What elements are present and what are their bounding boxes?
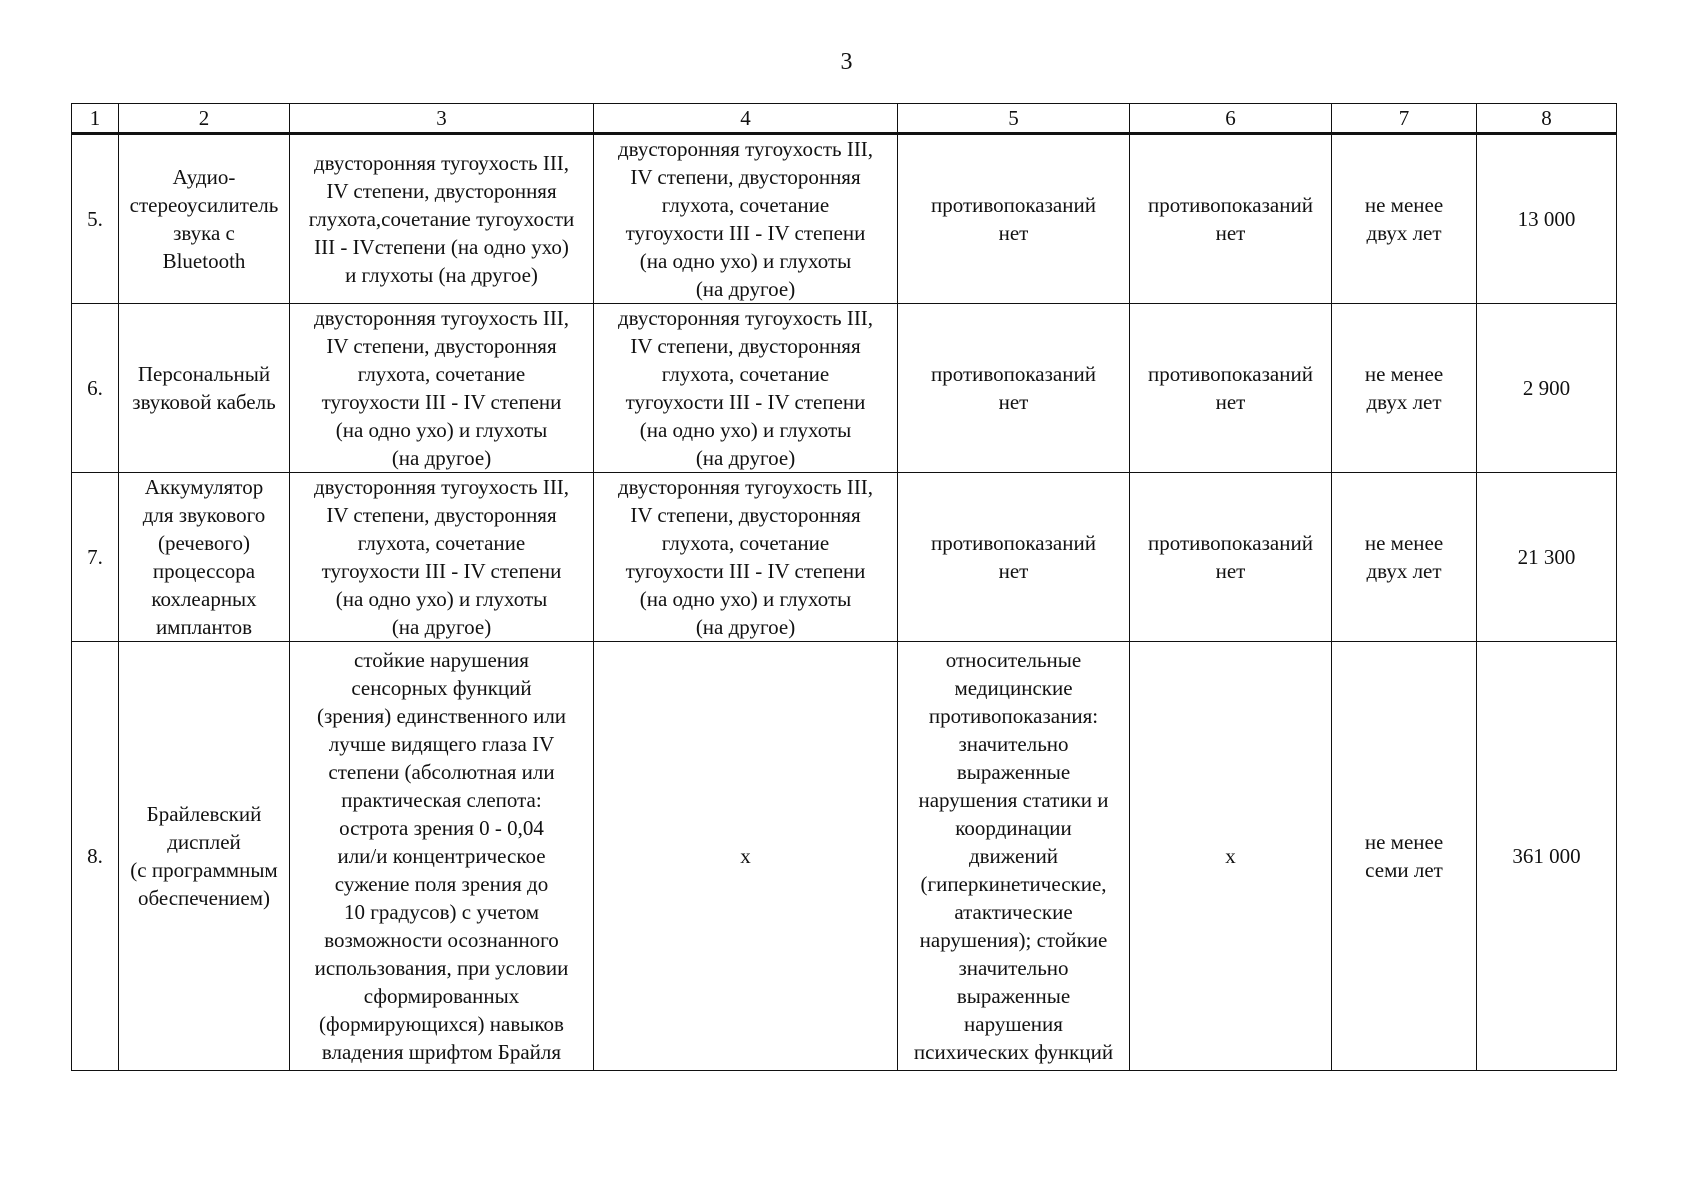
contraindications-cell: противопоказаний нет [1130,473,1332,642]
row-number-cell: 6. [72,304,119,473]
service-life-cell: не менее двух лет [1332,473,1477,642]
row-number-cell: 7. [72,473,119,642]
page-number: 3 [840,49,853,75]
contraindications-cell: противопоказаний нет [898,304,1130,473]
table-header-row [72,104,1617,134]
table-row [72,473,1617,642]
table-row [72,134,1617,304]
contraindications-cell: противопоказаний нет [1130,304,1332,473]
product-name-cell: Аккумулятор для звукового (речевого) процессора кохлеарных имплантов [119,473,290,642]
contraindications-cell: противопоказаний нет [898,473,1130,642]
service-life-cell: не менее двух лет [1332,134,1477,304]
header-cell: 6 [1130,104,1332,134]
price-cell: 21 300 [1477,473,1617,642]
price-cell: 361 000 [1477,642,1617,1071]
product-name-cell: Аудио- стереоусилитель звука с Bluetooth [119,134,290,304]
contraindications-cell: относительные медицинские противопоказания: значительно выраженные нарушения статики и координации движений (гиперкинетические, атактические нарушения); стойкие значительно выраженные нарушения психических функций [898,642,1130,1071]
price-cell: 2 900 [1477,304,1617,473]
indications-cell: двусторонняя тугоухость III, IV степени, двусторонняя глухота, сочетание тугоухости III - IV степени (на одно ухо) и глухоты (на другое) [290,473,594,642]
indications-cell: двусторонняя тугоухость III, IV степени, двусторонняя глухота, сочетание тугоухости III - IV степени (на одно ухо) и глухоты (на другое) [594,304,898,473]
product-name-cell: Брайлевский дисплей (с программным обеспечением) [119,642,290,1071]
row-number-cell: 5. [72,134,119,304]
header-cell: 2 [119,104,290,134]
indications-cell: стойкие нарушения сенсорных функций (зрения) единственного или лучше видящего глаза IV степени (абсолютная или практическая слепота: острота зрения 0 - 0,04 или/и концентрическое сужение поля зрения до 10 градусов) с учетом возможности осознанного использования, при условии сформированных (формирующихся) навыков владения шрифтом Брайля [290,642,594,1071]
indications-cell: двусторонняя тугоухость III, IV степени, двусторонняя глухота, сочетание тугоухости III - IV степени (на одно ухо) и глухоты (на другое) [594,134,898,304]
header-cell: 3 [290,104,594,134]
contraindications-cell: х [1130,642,1332,1071]
indications-cell: двусторонняя тугоухость III, IV степени, двусторонняя глухота, сочетание тугоухости III - IV степени (на одно ухо) и глухоты (на другое) [290,304,594,473]
header-cell: 4 [594,104,898,134]
indications-cell: х [594,642,898,1071]
table-row [72,304,1617,473]
product-name-cell: Персональный звуковой кабель [119,304,290,473]
row-number-cell: 8. [72,642,119,1071]
requirements-table [71,103,1617,1071]
service-life-cell: не менее семи лет [1332,642,1477,1071]
header-cell: 5 [898,104,1130,134]
price-cell: 13 000 [1477,134,1617,304]
service-life-cell: не менее двух лет [1332,304,1477,473]
header-cell: 1 [72,104,119,134]
contraindications-cell: противопоказаний нет [1130,134,1332,304]
contraindications-cell: противопоказаний нет [898,134,1130,304]
header-cell: 7 [1332,104,1477,134]
indications-cell: двусторонняя тугоухость III, IV степени, двусторонняя глухота,сочетание тугоухости III - IVстепени (на одно ухо) и глухоты (на другое) [290,134,594,304]
indications-cell: двусторонняя тугоухость III, IV степени, двусторонняя глухота, сочетание тугоухости III - IV степени (на одно ухо) и глухоты (на другое) [594,473,898,642]
table-row [72,642,1617,1071]
header-cell: 8 [1477,104,1617,134]
